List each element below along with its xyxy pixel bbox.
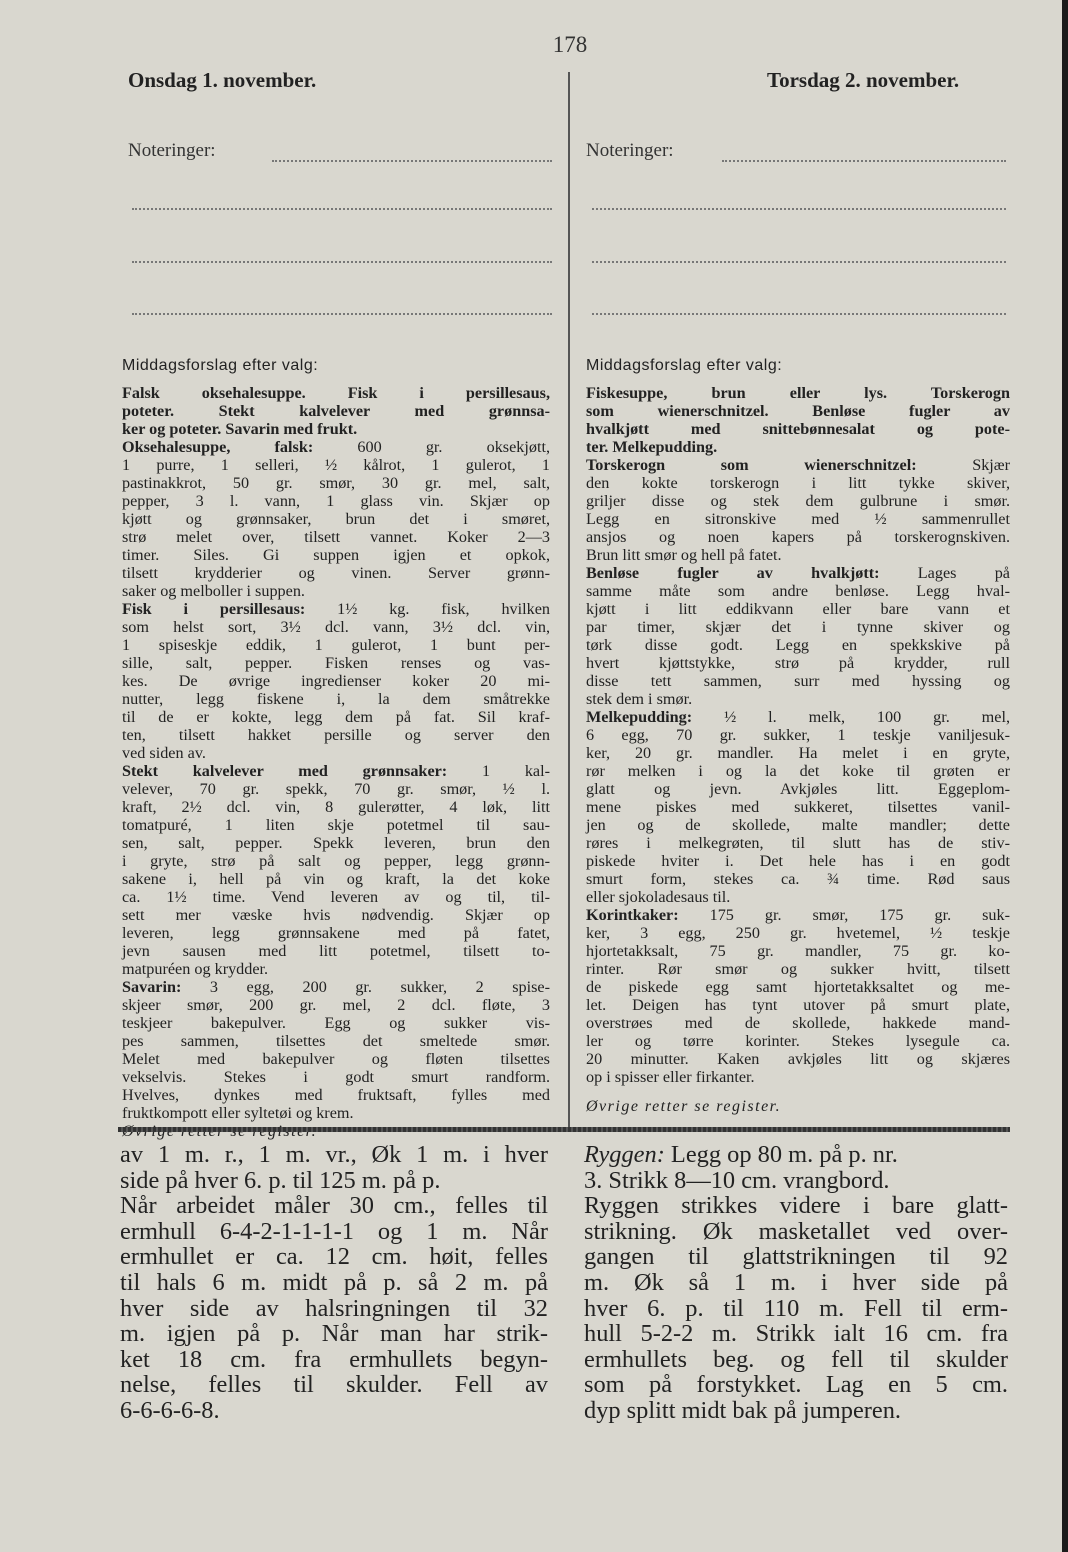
right-menu-text (586, 384, 1010, 1086)
text-line: Ryggen strikkes videre i bare glatt- (584, 1192, 1008, 1220)
text-line: Hvelves, dynkes med fruktsaft, fylles med (122, 1086, 550, 1104)
right-menu-heading: Middagsforslag efter valg: (586, 357, 783, 374)
text-line: vekselvis. Stekes i godt smurt randform. (122, 1068, 550, 1086)
text-line: ker, 3 egg, 250 gr. hvetemel, ½ teskje (586, 924, 1010, 942)
column-divider (568, 72, 570, 1127)
text-line: disse tett sammen, surr med hyssing og (586, 672, 1010, 690)
text-line: jen og de skollede, malte mandler; dette (586, 816, 1010, 834)
text-line: ermhullet er ca. 12 cm. høit, felles (120, 1243, 548, 1271)
knitting-right (584, 1142, 1008, 1424)
left-notes-dots-2 (132, 208, 552, 210)
right-menu (586, 357, 1010, 1116)
text-line: ker, 20 gr. mandler. Ha melet i en gryte, (586, 744, 1010, 762)
text-line: ler og tørre korinter. Stekes lysegule ca. (586, 1032, 1010, 1050)
text-line: Korintkaker: 175 gr. smør, 175 gr. suk- (586, 906, 1010, 924)
text-line: Savarin: 3 egg, 200 gr. sukker, 2 spise- (122, 978, 550, 996)
text-line: ket 18 cm. fra ermhullets begyn- (120, 1345, 548, 1373)
text-line: jevn sausen med litt potetmel, tilsett to- (122, 942, 550, 960)
text-line: av 1 m. r., 1 m. vr., Øk 1 m. i hver (120, 1141, 548, 1168)
text-line: tørk disse godt. Legg en spekkskive på (586, 636, 1010, 654)
text-line: 1 purre, 1 selleri, ½ kålrot, 1 gulerot, 1 (122, 456, 550, 474)
text-line: ter. Melkepudding. (586, 438, 718, 456)
text-line: let. Deigen has tynt utover på smurt plate, (586, 996, 1010, 1014)
text-line: strikning. Øk masketallet ved over- (584, 1217, 1008, 1245)
text-line: kraft, 2½ dcl. vin, 8 gulerøtter, 4 løk, litt (122, 798, 550, 816)
text-line: Fisk i persillesaus: 1½ kg. fisk, hvilken (122, 600, 550, 618)
right-notes-dots-1 (722, 160, 1006, 162)
text-line: Legg en sitronskive med ½ sammenrullet (586, 510, 1010, 528)
left-menu (122, 357, 550, 1141)
text-line: hjortetakksalt, 75 gr. mandler, 75 gr. ko- (586, 942, 1010, 960)
text-line: 6-6-6-6-8. (120, 1396, 220, 1424)
right-notes-dots-4 (592, 313, 1006, 315)
text-line: overstrøes med de skollede, hakkede mand- (586, 1014, 1010, 1032)
text-line: hvalkjøtt med snittebønnesalat og pote- (586, 420, 1010, 438)
text-line: hver side av halsringningen til 32 (120, 1294, 548, 1322)
knitting-right-first-rest: Legg op 80 m. på p. nr. (664, 1141, 898, 1168)
knitting-right-text (584, 1168, 1008, 1424)
left-notes-dots-4 (132, 313, 552, 315)
text-line: kes. De øvrige ingredienser koker 20 mi- (122, 672, 550, 690)
text-line: fruktkompott eller syltetøi og krem. (122, 1104, 354, 1122)
text-line: tomatpuré, 1 liten skje potetmel til sau- (122, 816, 550, 834)
text-line: som wienerschnitzel. Benløse fugler av (586, 402, 1010, 420)
text-line: strø melet over, tilsett vannet. Koker 2—3 (122, 528, 550, 546)
text-line: ten, tilsett hakket persille og server den (122, 726, 550, 744)
text-line: nutter, legg fiskene i, la dem småtrekke (122, 690, 550, 708)
knitting-right-first-line (584, 1142, 1008, 1168)
text-line: side på hver 6. p. til 125 m. på p. (120, 1166, 441, 1194)
text-line: ermhullets beg. og fell til skulder (584, 1345, 1008, 1373)
text-line: m. Øk så 1 m. i hver side på (584, 1268, 1008, 1296)
text-line: pastinakkrot, 50 gr. smør, 30 gr. mel, salt, (122, 474, 550, 492)
text-line: sakene i, hell på vin og kraft, la det koke (122, 870, 550, 888)
text-line: til de er kokte, legg dem på fat. Sil kraf- (122, 708, 550, 726)
text-line: tilsett krydderier og vinen. Server grønn- (122, 564, 550, 582)
text-line: ca. 1½ time. Vend leveren av og til, til- (122, 888, 550, 906)
right-notes-label: Noteringer: (586, 140, 674, 161)
text-line: pes sammen, tilsettes det smeltede smør. (122, 1032, 550, 1050)
right-notes-dots-3 (592, 261, 1006, 263)
text-line: Oksehalesuppe, falsk: 600 gr. oksekjøtt, (122, 438, 550, 456)
right-day-heading: Torsdag 2. november. (767, 68, 960, 92)
text-line: til hals 6 m. midt på p. så 2 m. på (120, 1268, 548, 1296)
text-line: sen, salt, pepper. Spekk leveren, brun den (122, 834, 550, 852)
left-closing (122, 1123, 550, 1141)
left-menu-heading: Middagsforslag efter valg: (122, 357, 319, 374)
text-line: hver 6. p. til 110 m. Fell til erm- (584, 1294, 1008, 1322)
text-line: glatt og jevn. Avkjøles litt. Eggeplom- (586, 780, 1010, 798)
text-line: hvert kjøttstykke, strø på krydder, rull (586, 654, 1010, 672)
text-line: stek dem i smør. (586, 690, 693, 708)
text-line: skjeer smør, 200 gr. mel, 2 dcl. fløte, 3 (122, 996, 550, 1014)
text-line: hull 5-2-2 m. Strikk ialt 16 cm. fra (584, 1320, 1008, 1348)
text-line: sett mer væske hvis nødvendig. Skjær op (122, 906, 550, 924)
text-line: ved siden av. (122, 744, 206, 762)
text-line: Fiskesuppe, brun eller lys. Torskerogn (586, 384, 1010, 402)
text-line: Brun litt smør og hell på fatet. (586, 546, 782, 564)
text-line: de piskede egg samt hjortetakksaltet og me- (586, 978, 1010, 996)
text-line: m. igjen på p. Når man har strik- (120, 1320, 548, 1348)
text-line: mene piskes med sukkeret, tilsettes vanil- (586, 798, 1010, 816)
text-line: gangen til glattstrikningen til 92 (584, 1243, 1008, 1271)
text-line: timer. Siles. Gi suppen igjen et opkok, (122, 546, 550, 564)
text-line: rinter. Rør smør og sukker hvitt, tilsett (586, 960, 1010, 978)
text-line: kjøtt i litt eddikvann eller bare vann et (586, 600, 1010, 618)
left-menu-text (122, 384, 550, 1122)
knitting-left-text (120, 1142, 548, 1424)
text-line: Torskerogn som wienerschnitzel: Skjær (586, 456, 1010, 474)
text-line: i gryte, strø på salt og pepper, legg grønn- (122, 852, 550, 870)
text-line: dyp splitt midt bak på jumperen. (584, 1396, 902, 1424)
text-line: som på forstykket. Lag en 5 cm. (584, 1371, 1008, 1399)
left-notes (128, 140, 216, 162)
text-line: ker og poteter. Savarin med frukt. (122, 420, 358, 438)
text-line: 6 egg, 70 gr. sukker, 1 teskje vaniljesuk- (586, 726, 1010, 744)
text-line: saker og melboller i suppen. (122, 582, 305, 600)
text-line: sille, salt, pepper. Fisken renses og vas- (122, 654, 550, 672)
text-line: ansjos og noen kapers på torskerognskiven. (586, 528, 1010, 546)
text-line: Falsk oksehalesuppe. Fisk i persillesaus, (122, 384, 550, 402)
text-line: rør melken i og la det koke til grøten er (586, 762, 1010, 780)
right-closing: Øvrige retter se register. (586, 1098, 782, 1115)
knitting-left (120, 1142, 548, 1424)
text-line: eller sjokoladesaus til. (586, 888, 731, 906)
text-line: smurt form, stekes ca. ¾ time. Rød saus (586, 870, 1010, 888)
text-line: Melkepudding: ½ l. melk, 100 gr. mel, (586, 708, 1010, 726)
right-notes-dots-2 (592, 208, 1006, 210)
text-line: leveren, legg grønnsakene med på fatet, (122, 924, 550, 942)
left-day-heading: Onsdag 1. november. (128, 68, 317, 92)
text-line: nelse, felles til skulder. Fell av (120, 1371, 548, 1399)
text-line: 20 minutter. Kaken avkjøles litt og skjæres (586, 1050, 1010, 1068)
text-line: Når arbeidet måler 30 cm., felles til (120, 1192, 548, 1220)
text-line: røres i melkegrøten, til slutt has de stiv- (586, 834, 1010, 852)
text-line: pepper, 3 l. vann, 1 glass vin. Skjær op (122, 492, 550, 510)
text-line: piskede hviter i. Det hele has i en godt (586, 852, 1010, 870)
left-notes-dots-3 (132, 261, 552, 263)
ryggen-label: Ryggen: (584, 1141, 665, 1168)
text-line: Benløse fugler av hvalkjøtt: Lages på (586, 564, 1010, 582)
text-line: op i spisser eller firkanter. (586, 1068, 755, 1086)
text-line: Stekt kalvelever med grønnsaker: 1 kal- (122, 762, 550, 780)
text-line: 3. Strikk 8—10 cm. vrangbord. (584, 1166, 890, 1194)
page-edge (1062, 0, 1068, 1552)
text-line: velever, 70 gr. spekk, 70 gr. smør, ½ l. (122, 780, 550, 798)
left-notes-label: Noteringer: (128, 140, 216, 161)
text-line: som helst sort, 3½ dcl. vann, 3½ dcl. vin, (122, 618, 550, 636)
text-line: 1 spiseskje eddik, 1 gulerot, 1 bunt per- (122, 636, 550, 654)
text-line: griljer disse og stek dem gulbrune i smør. (586, 492, 1010, 510)
text-line: matpuréen og krydder. (122, 960, 269, 978)
text-line: par timer, skjær det i tynne skiver og (586, 618, 1010, 636)
page-number: 178 (552, 32, 588, 57)
text-line: teskjeer bakepulver. Egg og sukker vis- (122, 1014, 550, 1032)
text-line: poteter. Stekt kalvelever med grønnsa- (122, 402, 550, 420)
left-notes-dots-1 (272, 160, 552, 162)
text-line: Melet med bakepulver og fløten tilsettes (122, 1050, 550, 1068)
text-line: ermhull 6-4-2-1-1-1-1 og 1 m. Når (120, 1217, 548, 1245)
text-line: den kokte torskerogn i litt tykke skiver, (586, 474, 1010, 492)
right-notes (586, 140, 674, 162)
text-line: samme måte som andre benløse. Legg hval- (586, 582, 1010, 600)
text-line: kjøtt og grønnsaker, brun det i smøret, (122, 510, 550, 528)
section-divider (118, 1127, 1010, 1132)
